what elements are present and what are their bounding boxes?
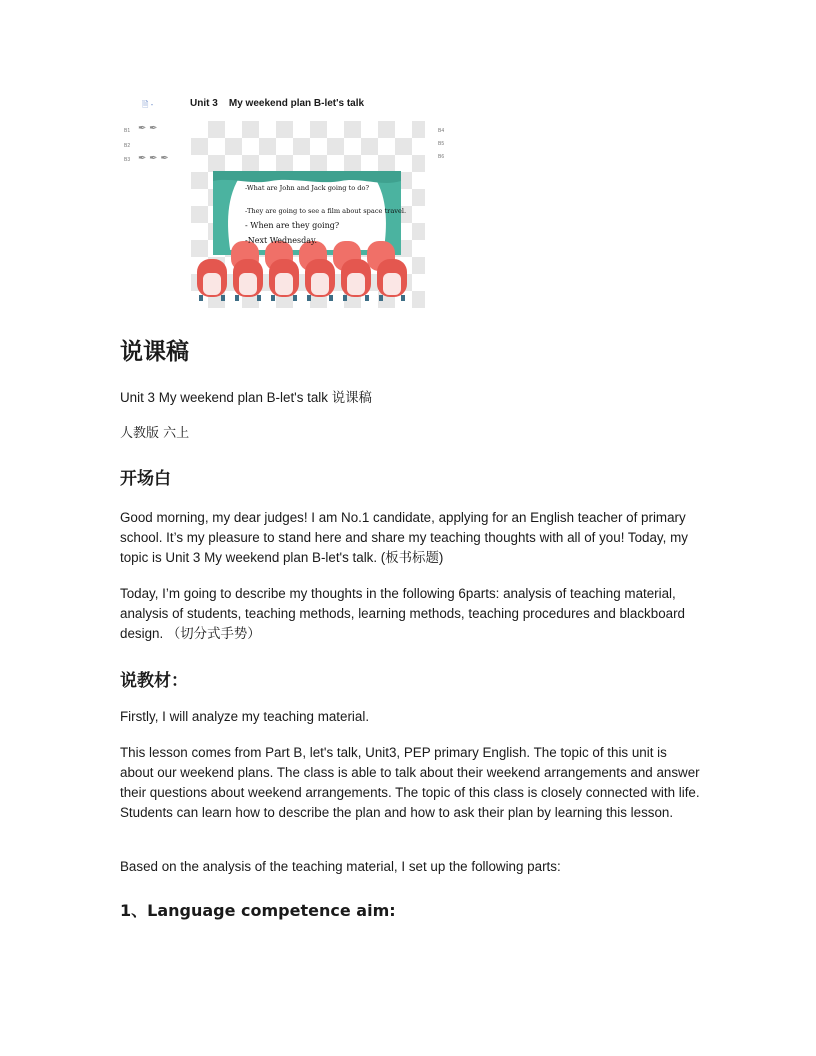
seat-leg (199, 295, 203, 301)
feather-icon: ✒ ✒ ✒ (138, 153, 169, 164)
dialog-line: -They are going to see a film about space travel. (245, 207, 407, 215)
paragraph: Today, I’m going to describe my thoughts in the following 6parts: analysis of teaching material, analysis of students, teaching methods, learning methods, teaching procedures and blackboard design. （切分式手势） (120, 586, 685, 641)
edition-line: 人教版 六上 (120, 426, 190, 441)
dialog-line: -Next Wednesday. (245, 236, 318, 245)
paragraph: Firstly, I will analyze my teaching material. (120, 709, 370, 724)
right-label: B4 (438, 128, 445, 134)
left-label: B1 (124, 128, 131, 134)
section-heading-opening: 开场白 (120, 469, 171, 489)
seat-leg (379, 295, 383, 301)
section-heading-language-aim: 1、Language competence aim: (120, 901, 396, 920)
document-icon: 🗎 - (142, 100, 154, 109)
feather-icon: ✒ ✒ (138, 123, 158, 134)
seat-leg (343, 295, 347, 301)
right-label: B5 (438, 141, 445, 147)
seat-leg (307, 295, 311, 301)
dialog-line: - When are they going? (245, 221, 340, 230)
right-label: B6 (438, 154, 445, 160)
seat-leg (235, 295, 239, 301)
paragraph: This lesson comes from Part B, let's talk, Unit3, PEP primary English. The topic of this unit is about our weekend plans. The class is able to talk about their weekend arrangements and answer their questions about weekend arrangements. The topic of this class is closely connected with life. Students can learn how to describe the plan and how to ask their plan by learning this lesson. (120, 745, 700, 820)
left-label: B2 (124, 143, 131, 149)
slide-title: Unit 3 My weekend plan B-let's talk (190, 98, 365, 109)
section-heading-material: 说教材： (120, 671, 188, 691)
paragraph: Good morning, my dear judges! I am No.1 candidate, applying for an English teacher of primary school. It’s my pleasure to stand here and share my teaching thoughts with all of you! Today, my topic is Unit 3 My weekend plan B-let's talk. (板书标题) (120, 510, 688, 565)
document-title: 说课稿 (120, 339, 189, 365)
paragraph: Based on the analysis of the teaching material, I set up the following parts: (120, 859, 561, 874)
document-subtitle: Unit 3 My weekend plan B-let's talk 说课稿 (120, 390, 372, 405)
seat-leg (271, 295, 275, 301)
dialog-line: -What are John and Jack going to do? (245, 184, 370, 192)
left-label: B3 (124, 157, 131, 163)
